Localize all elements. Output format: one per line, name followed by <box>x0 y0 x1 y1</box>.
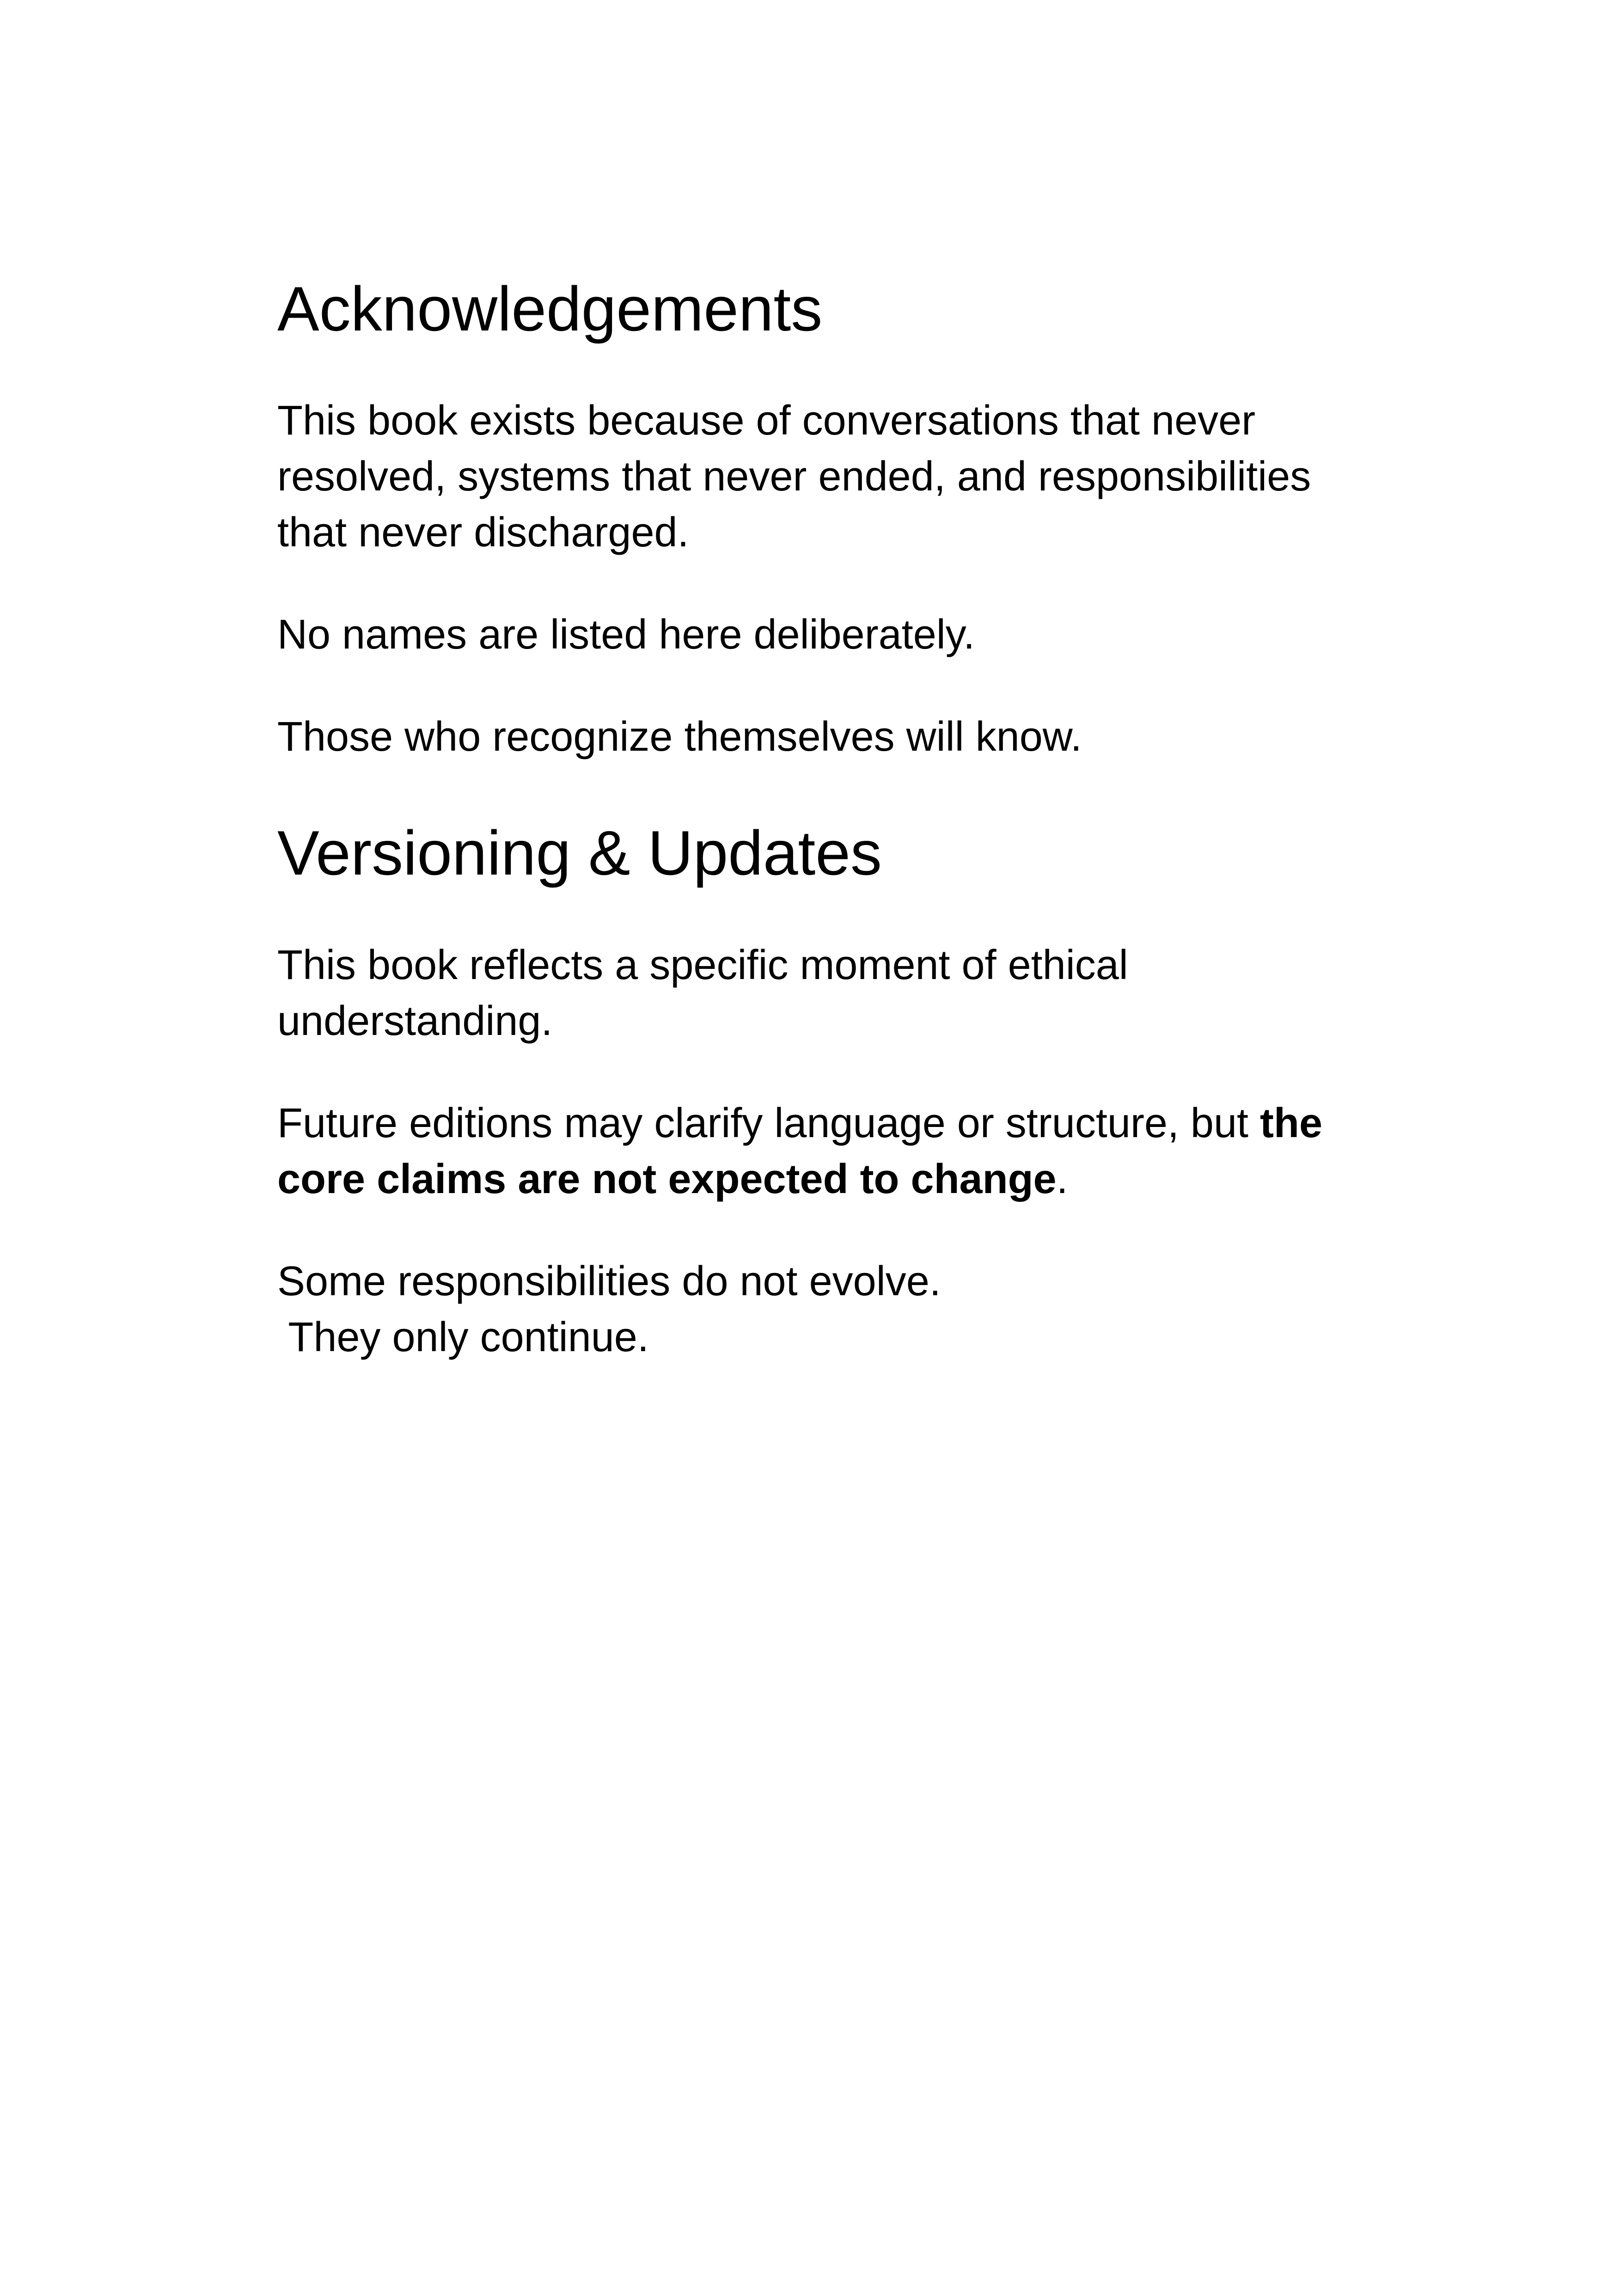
versioning-period: . <box>1056 1156 1068 1202</box>
closing-line: Some responsibilities do not evolve. <box>277 1258 941 1304</box>
acknowledgements-paragraph: This book exists because of conversations that never resolved, systems that never ended, and responsibilities that never discharged. <box>277 398 1311 556</box>
closing-line: They only continue. <box>277 1314 649 1360</box>
acknowledgements-paragraph: Those who recognize themselves will know. <box>277 714 1082 760</box>
closing-paragraph <box>277 1254 1350 1365</box>
acknowledgements-heading: Acknowledgements <box>277 274 823 344</box>
versioning-heading: Versioning & Updates <box>277 818 882 888</box>
versioning-paragraph <box>277 1096 1350 1207</box>
versioning-emphasis: the core claims are not expected to change <box>277 1100 1323 1202</box>
page-content <box>277 273 1350 1412</box>
versioning-text: Future editions may clarify language or structure, but <box>277 1100 1249 1146</box>
acknowledgements-paragraph: No names are listed here deliberately. <box>277 612 975 658</box>
versioning-paragraph: This book reflects a specific moment of ethical understanding. <box>277 942 1128 1044</box>
